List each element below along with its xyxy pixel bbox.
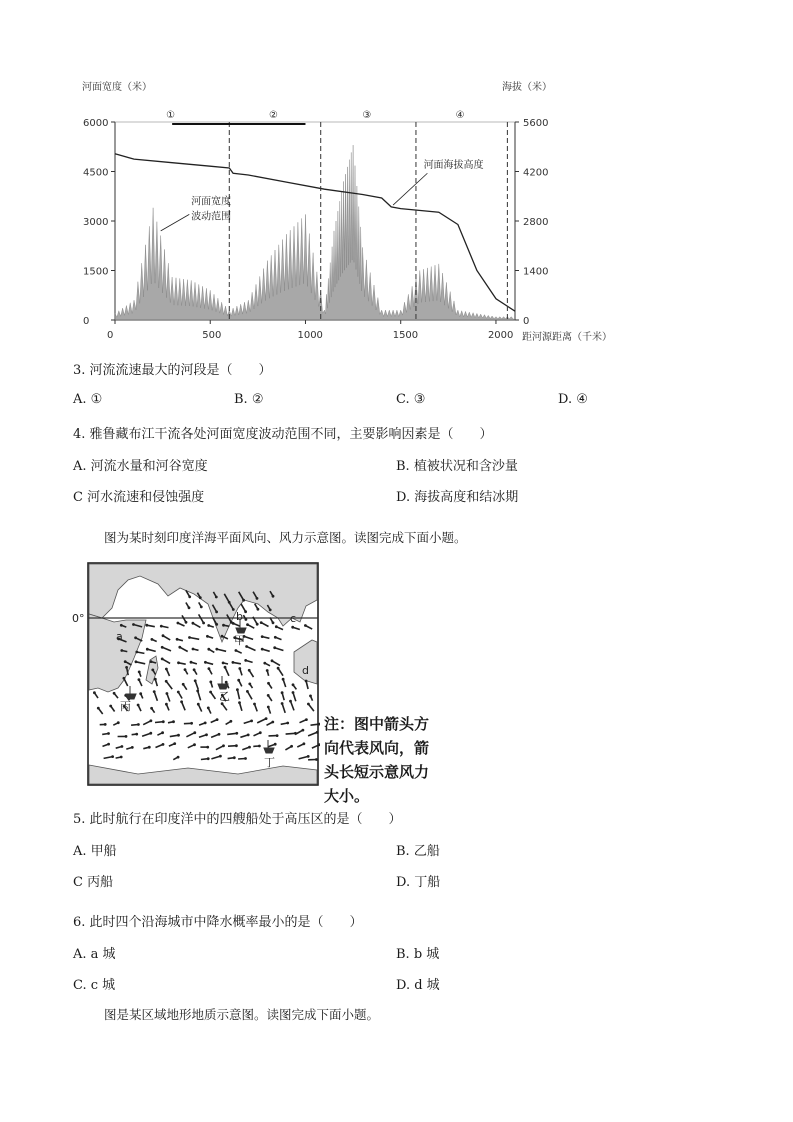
wind-arrow-head [235,744,238,747]
ship-ding-label: 丁 [264,756,275,769]
map-note-line-1: 注：图中箭头方 [324,715,430,733]
wind-arrow-head [224,666,227,669]
wind-arrow-head [120,649,123,652]
wind-arrow-head [113,692,116,695]
wind-arrow-head [302,729,305,732]
wind-arrow-head [125,666,128,669]
wind-arrow-head [222,744,225,747]
wind-arrow-head [303,742,306,745]
wind-arrow-head [274,743,277,746]
wind-arrow-head [215,596,218,599]
equator-label: 0° [72,612,85,625]
wind-arrow-head [176,638,179,641]
q3-option-c[interactable]: C. ③ [396,392,426,407]
wind-arrow-head [315,758,318,761]
city-d: d [302,664,309,677]
wind-arrow-head [161,731,164,734]
wind-arrow-head [135,660,138,663]
q6-option-a[interactable]: A. a 城 [73,947,116,962]
wind-arrow-head [165,668,168,671]
wind-arrow-head [215,623,218,626]
wind-arrow-head [232,661,235,664]
wind-arrow-head [196,690,199,693]
wind-arrow-head [246,690,249,693]
wind-arrow-head [138,671,141,674]
intro-terrain-question: 图是某区域地形地质示意图。读图完成下面小题。 [104,1007,380,1022]
wind-arrow-head [286,722,289,725]
wind-arrow-head [267,706,270,709]
segment-label: ② [269,110,278,121]
map-note-line-3: 头长短示意风力 [324,763,430,781]
map-note-line-4: 大小。 [324,787,370,805]
wind-arrow-head [123,677,126,680]
wind-arrow-head [188,636,191,639]
wind-arrow-head [238,667,241,670]
wind-arrow-head [273,646,276,649]
q6-option-c[interactable]: C. c 城 [73,978,116,993]
q5-option-d[interactable]: D. 丁船 [396,875,441,890]
q4-option-c[interactable]: C 河水流速和侵蚀强度 [73,490,205,505]
wind-arrow-head [275,625,278,628]
wind-arrow-head [263,662,266,665]
wind-arrow [286,733,296,734]
wind-arrow-head [162,743,165,746]
q6-option-b[interactable]: B. b 城 [396,947,440,962]
wind-arrow-head [250,720,253,723]
wind-arrow-head [162,634,165,637]
ship-bing-label: 丙 [120,700,131,713]
y-right-tick-label: 0 [523,316,530,327]
wind-arrow-head [172,720,175,723]
wind-arrow-head [135,651,138,654]
wind-arrow-head [222,624,225,627]
river-profile-chart [70,70,630,355]
q4-option-d[interactable]: D. 海拔高度和结冰期 [396,490,519,505]
wind-arrow-head [316,731,319,734]
wind-arrow-head [177,734,180,737]
city-a: a [116,630,123,643]
wind-arrow-head [177,661,180,664]
intro-map-question: 图为某时刻印度洋海平面风向、风力示意图。读图完成下面小题。 [104,530,467,545]
city-c: c [290,612,297,625]
wind-arrow-head [197,703,200,706]
wind-arrow-head [261,648,264,651]
wind-arrow-head [193,731,196,734]
wind-arrow-head [277,667,280,670]
wind-arrow-head [246,623,249,626]
wind-arrow-head [138,678,141,681]
wind-arrow-head [281,702,284,705]
wind-arrow-head [276,734,279,737]
wind-arrow-head [292,683,295,686]
wind-arrow-head [242,599,245,602]
wind-arrow-head [124,660,127,663]
wind-arrow-head [215,648,218,651]
question-3-stem: 3. 河流流速最大的河段是（ ） [73,363,272,378]
wind-arrow-head [291,626,294,629]
wind-arrow-head [184,668,187,671]
wind-arrow-head [256,597,259,600]
ship-yi-label: 乙 [219,690,230,703]
wind-arrow-head [120,624,123,627]
wind-arrow-head [271,721,274,724]
wind-arrow-head [146,648,149,651]
wind-arrow-head [150,660,153,663]
wind-arrow-head [173,742,176,745]
x-tick-label: 0 [107,330,114,341]
wind-arrow-head [274,636,277,639]
wind-arrow-head [131,746,134,749]
wind-arrow-head [104,723,107,726]
wind-arrow-head [309,695,312,698]
wind-arrow-head [200,606,203,609]
wind-arrow-head [244,659,247,662]
annotation-elevation: 河面海拔高度 [423,159,484,171]
q6-option-d[interactable]: D. d 城 [396,978,440,993]
y-right-tick-label: 2800 [523,217,549,228]
map-note-line-2: 向代表风向，箭 [324,739,430,757]
wind-arrow-head [120,756,123,759]
annotation-width-2: 波动范围 [191,211,232,223]
x-tick-label: 1000 [297,330,323,341]
wind-arrow-head [190,661,193,664]
q4-option-a[interactable]: A. 河流水量和河谷宽度 [73,459,208,474]
wind-arrow-head [177,622,180,625]
wind-arrow-head [244,610,247,613]
wind-arrow-head [218,733,221,736]
wind-arrow-head [206,635,209,638]
wind-arrow-head [272,595,275,598]
wind-arrow-head [221,635,224,638]
wind-arrow-head [207,648,210,651]
wind-arrow-head [267,694,270,697]
y-right-tick-label: 1400 [523,266,549,278]
wind-arrow-head [135,733,138,736]
indian-ocean-wind-map [68,560,320,790]
wind-arrow-head [202,622,205,625]
wind-arrow-head [137,704,140,707]
x-tick-label: 2000 [487,330,514,341]
wind-arrow-head [185,621,188,624]
wind-arrow-head [265,717,268,720]
wind-arrow-head [207,707,210,710]
wind-arrow-head [281,691,284,694]
wind-arrow-head [290,745,293,748]
q5-option-a[interactable]: A. 甲船 [73,844,117,859]
y-axis-right-label: 海拔（米） [502,82,552,93]
wind-arrow-head [205,733,208,736]
q5-option-b[interactable]: B. 乙船 [396,844,440,859]
wind-arrow-head [307,755,310,758]
wind-arrow-head [161,646,164,649]
wind-arrow-head [192,648,195,651]
wind-arrow-head [235,649,238,652]
wind-arrow-head [289,700,292,703]
wind-arrow-head [204,722,207,725]
wind-arrow-head [207,757,210,760]
wind-arrow-head [180,700,183,703]
wind-arrow-head [150,707,153,710]
y-left-tick-label: 4500 [83,167,109,179]
wind-arrow-head [165,680,168,683]
y-left-tick-label: 0 [83,316,90,327]
q3-option-d[interactable]: D. ④ [558,392,588,407]
question-4-stem: 4. 雅鲁藏布江干流各处河面宽度波动范围不同，主要影响因素是（ ） [73,427,493,442]
wind-arrow-head [292,691,295,694]
wind-arrow-head [266,669,269,672]
wind-arrow-head [188,606,191,609]
wind-arrow-head [225,681,228,684]
wind-arrow-head [132,623,135,626]
q3-option-b[interactable]: B. ② [234,392,264,407]
wind-arrow-head [151,638,154,641]
wind-arrow-head [193,668,196,671]
wind-arrow-head [237,679,240,682]
wind-arrow-head [154,678,157,681]
annotation-width-arrow [161,214,190,231]
annotation-elevation-arrow [393,173,427,205]
wind-arrow-head [93,691,96,694]
q5-option-c[interactable]: C 丙船 [73,875,114,890]
river-elevation-series [115,154,515,311]
map-note [324,712,429,808]
wind-arrow-head [305,718,308,721]
wind-arrow-head [153,690,156,693]
wind-arrow-head [233,756,236,759]
wind-arrow-head [238,701,241,704]
river-width-series [115,145,515,320]
wind-arrow-head [248,746,251,749]
wind-arrow-head [257,608,260,611]
wind-arrow-head [97,707,100,710]
y-left-tick-label: 1500 [83,266,109,278]
wind-arrow-head [192,622,195,625]
x-tick-label: 500 [202,330,222,341]
q4-option-b[interactable]: B. 植被状况和含沙量 [396,459,518,474]
wind-arrow-head [307,703,310,706]
wind-arrow-head [248,683,251,686]
wind-arrow-head [247,734,250,737]
wind-arrow-head [117,721,120,724]
segment-label: ④ [455,110,465,121]
wind-arrow-head [199,596,202,599]
wind-arrow-head [125,735,128,738]
wind-arrow-head [232,622,235,625]
wind-arrow-head [244,757,247,760]
wind-arrow-head [194,679,197,682]
wind-arrow-head [166,692,169,695]
wind-arrow-head [215,611,218,614]
wind-arrow-head [235,732,238,735]
wind-arrow-head [258,745,261,748]
wind-arrow-head [253,703,256,706]
wind-arrow-head [304,624,307,627]
city-b: b [236,610,243,623]
wind-arrow-head [204,661,207,664]
wind-arrow-head [209,691,212,694]
annotation-width-1: 河面宽度 [191,196,232,208]
y-right-tick-label: 4200 [523,167,549,179]
question-5-stem: 5. 此时航行在印度洋中的四艘船处于高压区的是（ ） [73,812,402,827]
wind-arrow-head [267,682,270,685]
wind-arrow-head [145,624,148,627]
segment-label: ③ [362,110,372,121]
wind-arrow-head [134,636,137,639]
wind-arrow-head [272,621,275,624]
wind-arrow-head [216,718,219,721]
wind-arrow-head [207,624,210,627]
wind-arrow-head [245,618,248,621]
y-axis-left-label: 河面宽度（米） [82,82,152,93]
wind-arrow-head [148,746,151,749]
wind-arrow-head [230,720,233,723]
segment-label: ① [166,110,176,121]
wind-arrow-head [206,746,209,749]
wind-arrow-head [139,692,142,695]
ship-jia-label: 甲 [234,634,245,647]
wind-arrow-head [150,719,153,722]
wind-arrow-head [107,743,110,746]
x-axis-label: 距河源距离（千米） [522,332,612,343]
wind-arrow-head [282,678,285,681]
question-6-stem: 6. 此时四个沿海城市中降水概率最小的是（ ） [73,915,363,930]
wind-arrow-head [177,691,180,694]
wind-arrow-head [149,732,152,735]
y-right-tick-label: 5600 [523,118,549,129]
wind-arrow-head [261,635,264,638]
wind-arrow-head [161,658,164,661]
wind-arrow-head [222,662,225,665]
wind-arrow-head [193,743,196,746]
wind-arrow-head [121,745,124,748]
wind-arrow-head [256,623,259,626]
wind-arrow-head [151,669,154,672]
wind-arrow-head [162,720,165,723]
wind-arrow-head [271,659,274,662]
wind-arrow-head [236,688,239,691]
wind-arrow-head [177,756,180,759]
wind-arrow-head [137,723,140,726]
wind-arrow [227,733,237,734]
wind-arrow-head [111,755,114,758]
y-left-tick-label: 6000 [83,118,109,129]
wind-arrow-head [107,732,110,735]
wind-arrow-head [160,625,163,628]
wind-arrow-head [182,683,185,686]
q3-option-a[interactable]: A. ① [73,392,103,407]
wind-arrow-head [259,731,262,734]
wind-arrow-head [209,681,212,684]
wind-arrow-head [232,608,235,611]
wind-arrow-head [165,703,168,706]
wind-arrow-head [208,667,211,670]
wind-arrow-head [245,645,248,648]
wind-arrow-head [109,705,112,708]
wind-arrow-head [178,646,181,649]
wind-arrow-head [248,669,251,672]
wind-arrow-head [190,722,193,725]
wind-arrow-head [219,755,222,758]
wind-arrow-head [305,680,308,683]
y-left-tick-label: 3000 [83,217,109,228]
wind-arrow-head [269,609,272,612]
x-tick-label: 1500 [392,330,419,341]
wind-arrow-head [188,595,191,598]
wind-arrow-head [260,621,263,624]
